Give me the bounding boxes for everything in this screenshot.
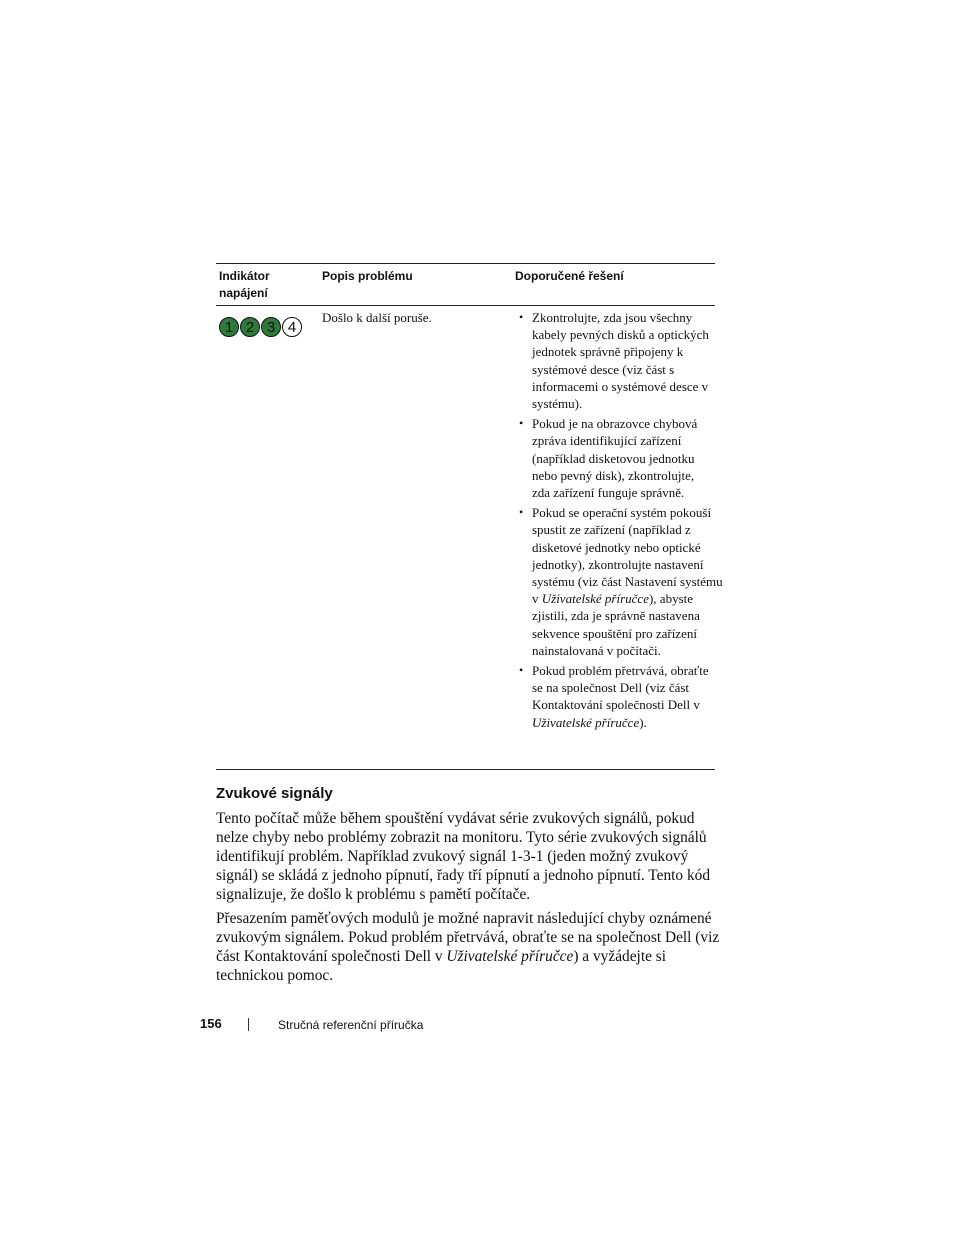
diagnostic-lights-table [216, 263, 723, 770]
header-solution: Doporučené řešení [515, 269, 624, 283]
solution-text: ). [639, 714, 647, 730]
solution-text: Pokud problém přetrvává, obraťte se na společnost Dell (viz část Kontaktování společnosti Dell v [532, 663, 709, 713]
diagnostic-light-3-icon: 3 [261, 317, 281, 337]
table-row [216, 306, 723, 769]
diagnostic-light-2-icon: 2 [240, 317, 260, 337]
solution-text: Zkontrolujte, zda jsou všechny kabely pevných disků a optických jednotek správně připojeny k systémové desce (viz část s informacemi o systémové desce v systému). [532, 310, 709, 412]
section-heading: Zvukové signály [216, 785, 333, 802]
manual-reference: Uživatelské příručce [446, 948, 574, 966]
diagnostic-light-4-icon: 4 [282, 317, 302, 337]
diagnostic-light-1-icon: 1 [219, 317, 239, 337]
solution-text: Pokud se operační systém pokouší spustit ze zařízení (například z disketové jednotky nebo optické jednotky), zkontrolujte nastavení systému (viz část Nastavení systému v [532, 505, 723, 607]
solution-list [515, 309, 723, 734]
document-title: Stručná referenční příručka [278, 1018, 424, 1032]
solution-manual-reference: Uživatelské příručce [541, 591, 649, 607]
header-indicator: Indikátor napájení [219, 269, 270, 300]
body-paragraph: Tento počítač může během spouštění vydávat série zvukových signálů, pokud nelze chyby nebo problémy zobrazit na monitoru. Tyto série zvukových signálů identifikují problém. Například zvukový signál 1-3-1 (jeden možný zvukový signál) se skládá z jednoho pípnutí, řady tří pípnutí a jednoho pípnutí. Tento kód signalizuje, že došlo k problému s pamětí počítače. [216, 810, 711, 904]
power-lights-indicator [219, 317, 302, 337]
solution-manual-reference: Uživatelské příručce [532, 714, 640, 730]
paragraph-text: ) a vyžádejte si technickou pomoc. [216, 948, 667, 985]
problem-description: Došlo k další poruše. [322, 310, 432, 325]
solution-item [515, 662, 715, 731]
footer-separator [248, 1018, 249, 1031]
solution-text: ), abyste zjistili, zda je správně nastavena sekvence spouštění pro zařízení nainstalovaná v počítači. [532, 591, 700, 658]
solution-item [515, 415, 715, 501]
solution-text: Pokud je na obrazovce chybová zpráva identifikující zařízení (například disketovou jednotku nebo pevný disk), zkontrolujte, zda zařízení funguje správně. [532, 416, 698, 501]
solution-item [515, 309, 715, 412]
table-bottom-rule [216, 769, 715, 770]
page-footer [0, 1014, 954, 1036]
table-header-row [216, 264, 715, 305]
paragraph-text: Přesazením paměťových modulů je možné napravit následující chyby oznámené zvukovým signálem. Pokud problém přetrvává, obraťte se na společnost Dell (viz část Kontaktování společnosti Dell v [216, 910, 720, 966]
header-problem: Popis problému [322, 269, 413, 283]
solution-item [515, 504, 723, 659]
body-paragraph [216, 909, 721, 985]
page-number: 156 [200, 1016, 222, 1031]
